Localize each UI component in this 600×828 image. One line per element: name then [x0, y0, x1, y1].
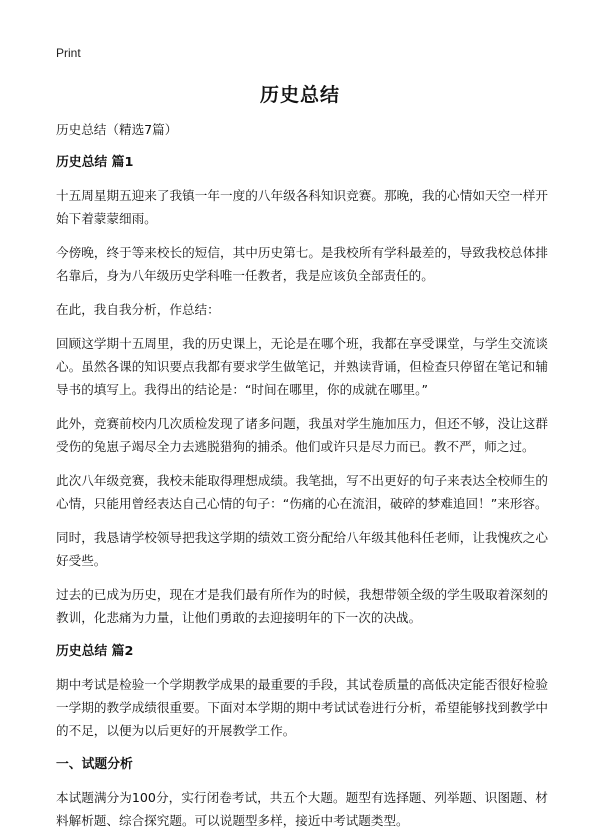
- section1-paragraph: 过去的已成为历史，现在才是我们最有所作为的时候，我想带领全级的学生吸取着深刻的教训，化悲痛为力量，让他们勇敢的去迎接明年的下一次的决战。: [56, 587, 548, 625]
- document-body: [56, 118, 548, 828]
- section1-paragraph: 在此，我自我分析，作总结：: [56, 302, 220, 317]
- section1-paragraph: 回顾这学期十五周里，我的历史课上，无论是在哪个班，我都在享受课堂，与学生交流谈心。虽然各课的知识要点我都有要求学生做笔记，并熟读背诵，但检查只停留在笔记和辅导书的填写上。我得出的结论是：“时间在哪里，你的成就在哪里。”: [56, 336, 548, 397]
- section-heading-3: 一、试题分析: [56, 757, 133, 772]
- section3-paragraph: 本试题满分为100分，实行闭卷考试，共五个大题。题型有选择题、列举题、识图题、材料解析题、综合探究题。可以说题型多样，接近中考试题类型。: [56, 790, 548, 828]
- section1-paragraph: 同时，我恳请学校领导把我这学期的绩效工资分配给八年级其他科任老师，让我愧疚之心好受些。: [56, 530, 548, 568]
- section1-paragraph: 此外，竞赛前校内几次质检发现了诸多问题，我虽对学生施加压力，但还不够，没让这群受伤的兔崽子竭尽全力去逃脱猎狗的捕杀。他们或许只是尽力而已。教不严，师之过。: [56, 416, 548, 454]
- print-label: Print: [56, 46, 81, 60]
- section1-paragraph: 今傍晚，终于等来校长的短信，其中历史第七。是我校所有学科最差的，导致我校总体排名靠后，身为八年级历史学科唯一任教者，我是应该负全部责任的。: [56, 245, 548, 283]
- section2-paragraph: 期中考试是检验一个学期教学成果的最重要的手段，其试卷质量的高低决定能否很好检验一学期的教学成绩很重要。下面对本学期的期中考试试卷进行分析，希望能够找到教学中的不足，以便为以后更好的开展教学工作。: [56, 677, 548, 738]
- section-heading-2: 历史总结 篇2: [56, 644, 134, 659]
- document-title: 历史总结: [259, 84, 340, 106]
- section1-paragraph: 十五周星期五迎来了我镇一年一度的八年级各科知识竞赛。那晚，我的心情如天空一样开始下着蒙蒙细雨。: [56, 188, 548, 226]
- section-heading-1: 历史总结 篇1: [56, 155, 134, 170]
- section1-paragraph: 此次八年级竞赛，我校未能取得理想成绩。我笔拙，写不出更好的句子来表达全校师生的心情，只能用曾经表达自己心情的句子：“伤痛的心在流泪，破碎的梦难追回！”来形容。: [56, 473, 548, 511]
- document-subtitle: 历史总结（精选7篇）: [56, 122, 178, 137]
